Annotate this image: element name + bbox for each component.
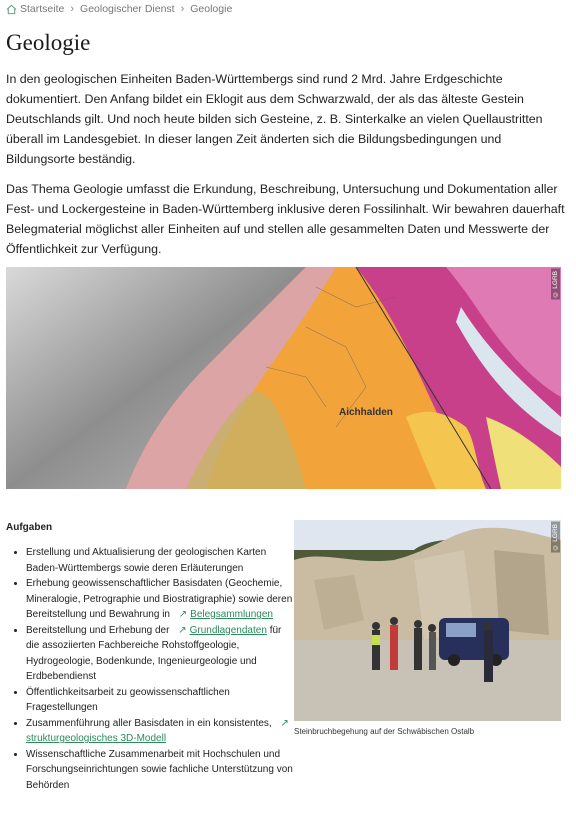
home-icon[interactable] [6,4,17,15]
3d-modell-link[interactable]: strukturgeologisches 3D-Modell [26,733,167,744]
list-item [26,747,296,794]
belegsammlungen-link[interactable]: Belegsammlungen [190,609,273,620]
intro-paragraph-1: In den geologischen Einheiten Baden-Württembergs sind rund 2 Mrd. Jahre Erdgeschichte dokumentiert. Den Anfang bildet ein Eklogit aus dem Schwarzwald, der als das älteste Gestein Deutschlands gilt. Und noch heute bilden sich Gesteine, z. B. Sinterkalke an vielen Quellaustritten überall im Landesgebiet. In dieser langen Zeit änderten sich die Bildungsbedingungen und Bildungsorte beständig. [6,72,543,166]
list-item-text: Öffentlichkeitsarbeit zu geowissenschaftlichen Fragestellungen [26,686,230,713]
page-title: Geologie [6,30,91,55]
list-item-text: Erhebung geowissenschaftlicher Basisdaten (Geochemie, Mineralogie, Petrographie und Biostratigraphie) sowie deren Bereitstellung und Bewahrung in [26,578,293,620]
breadcrumb-current: Geologie [190,3,233,15]
quarry-photo-graphic [294,520,561,721]
list-item-text: Bereitstellung und Erhebung der [26,624,170,636]
list-item-text: Zusammenführung aller Basisdaten in ein konsistentes, [26,717,272,729]
aufgaben-list [6,545,296,793]
quarry-photo [294,520,561,721]
breadcrumb-geologischer-dienst-link[interactable]: Geologischer Dienst [80,3,175,15]
list-item [26,545,296,576]
aufgaben-heading: Aufgaben [6,522,53,533]
list-item [26,623,296,685]
list-item [26,576,296,623]
chevron-right-icon: › [180,3,185,15]
list-item-text: Erstellung und Aktualisierung der geologischen Karten Baden-Württembergs sowie deren Erläuterungen [26,547,267,574]
breadcrumb [6,3,232,15]
list-item-text: für die assoziierten Fachbereiche Rohstoffgeologie, Hydrogeologie, Bodenkunde, Ingenieurgeologie und Erdbebendienst [26,624,282,682]
breadcrumb-home-link[interactable]: Startseite [20,3,65,15]
map-credit: © LGRB [552,271,559,298]
photo-credit: © LGRB [552,524,559,551]
external-link-icon: ↗ [280,717,289,729]
photo-caption: Steinbruchbegehung auf der Schwäbischen Ostalb [294,727,475,736]
list-item [26,716,296,747]
external-link-icon: ↗ [178,624,187,636]
list-item-text: Wissenschaftliche Zusammenarbeit mit Hochschulen und Forschungseinrichtungen sowie fachliche Unterstützung von Behörden [26,748,293,791]
geological-map-image [6,267,561,489]
grundlagendaten-link[interactable]: Grundlagendaten [189,624,267,636]
intro-paragraph-2: Das Thema Geologie umfasst die Erkundung, Beschreibung, Untersuchung und Dokumentation aller Fest- und Lockergesteine in Baden-Württemberg inklusive deren Fossilinhalt. Wir bewahren dauerhaft Belegmaterial möglichst aller Einheiten auf und stellen alle gesammelten Daten und Messwerte der Öffentlichkeit zur Verfügung. [6,182,565,256]
list-item [26,685,296,716]
external-link-icon: ↗ [178,609,188,620]
map-place-label: Aichhalden [339,407,393,418]
geological-map-graphic [6,267,561,489]
chevron-right-icon: › [70,3,75,15]
